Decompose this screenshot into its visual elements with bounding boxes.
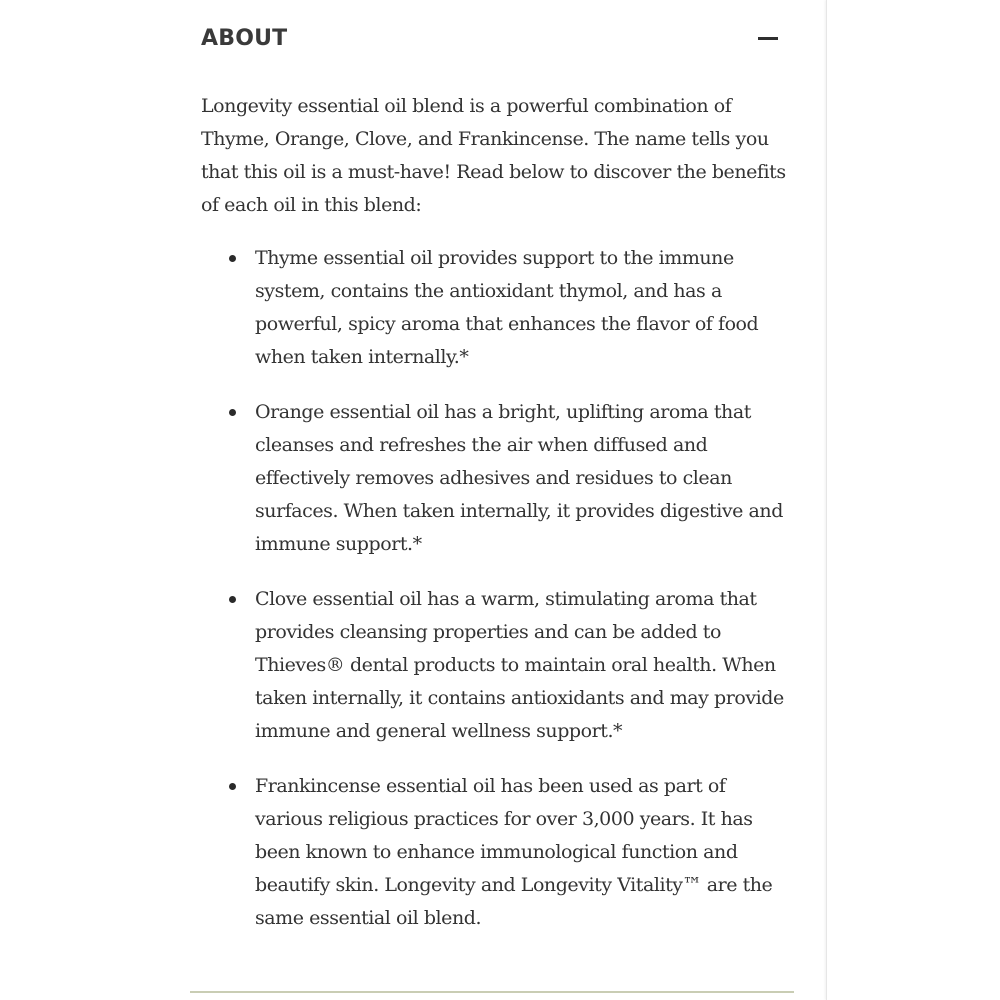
- minus-icon: [758, 37, 778, 40]
- list-item-text: Orange essential oil has a bright, uplifting aroma that cleanses and refreshes the air when diffused and effectively removes adhesives and residues to clean surfaces. When taken internally, it provides digestive and immune support.*: [255, 401, 783, 555]
- list-item: [201, 396, 786, 561]
- intro-paragraph: Longevity essential oil blend is a powerful combination of Thyme, Orange, Clove, and Frankincense. The name tells you that this oil is a must-have! Read below to discover the benefits of each oil in this blend:: [201, 95, 786, 216]
- bullet-icon: [229, 255, 236, 262]
- benefits-list: [201, 242, 786, 935]
- collapse-button[interactable]: [756, 26, 780, 50]
- list-item: [201, 242, 786, 374]
- list-item-text: Frankincense essential oil has been used as part of various religious practices for over 3,000 years. It has been known to enhance immunological function and beautify skin. Longevity and Longevity Vitality™ are the same essential oil blend.: [255, 775, 773, 929]
- accordion-title: ABOUT: [201, 25, 288, 51]
- bullet-icon: [229, 596, 236, 603]
- list-item-text: Thyme essential oil provides support to the immune system, contains the antioxidant thymol, and has a powerful, spicy aroma that enhances the flavor of food when taken internally.*: [255, 247, 759, 368]
- bullet-icon: [229, 409, 236, 416]
- list-item: [201, 583, 786, 748]
- accordion-body: [201, 90, 786, 935]
- page-edge-panel: [826, 0, 1000, 1000]
- bullet-icon: [229, 783, 236, 790]
- accordion-header[interactable]: [201, 0, 786, 78]
- list-item-text: Clove essential oil has a warm, stimulating aroma that provides cleansing properties and can be added to Thieves® dental products to maintain oral health. When taken internally, it contains antioxidants and may provide immune and general wellness support.*: [255, 588, 784, 742]
- about-accordion: [201, 0, 786, 957]
- section-divider: [190, 991, 794, 993]
- list-item: [201, 770, 786, 935]
